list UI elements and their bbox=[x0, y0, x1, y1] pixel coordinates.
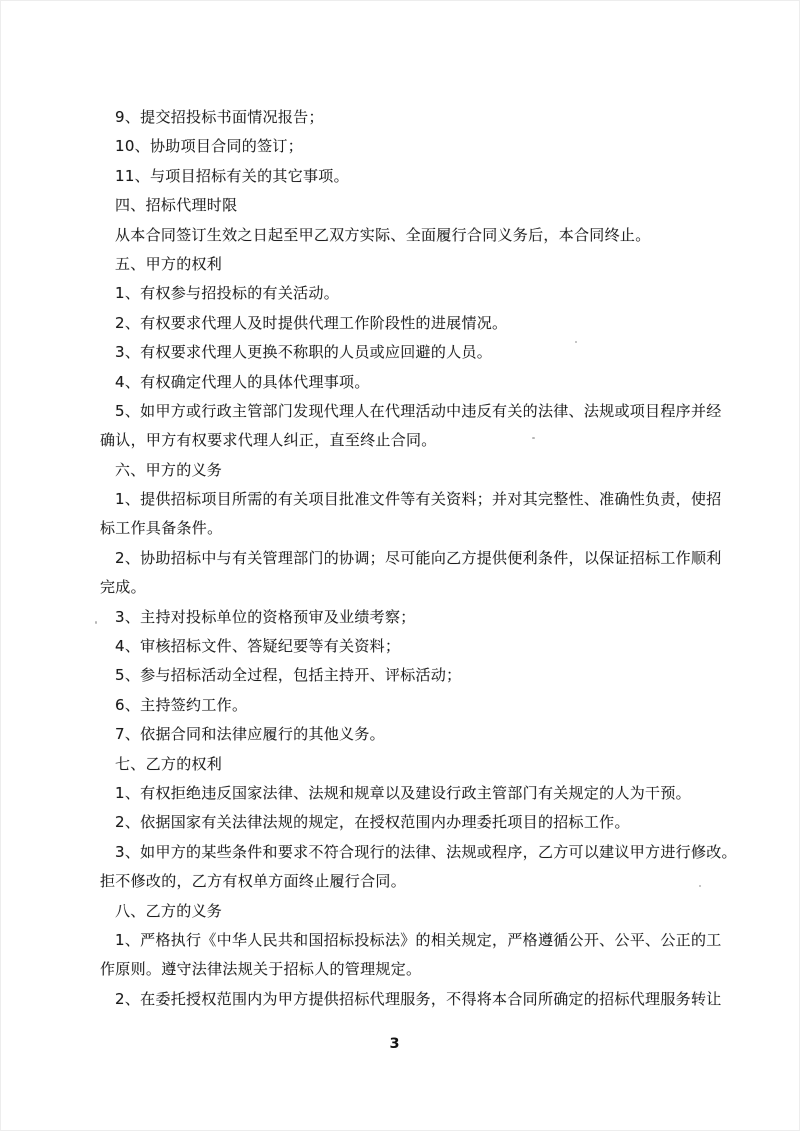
scan-noise-speck bbox=[95, 621, 97, 624]
document-line: 11、与项目招标有关的其它事项。 bbox=[115, 166, 349, 185]
document-line: 1、有权参与招投标的有关活动。 bbox=[115, 284, 340, 303]
document-line: 五、甲方的权利 bbox=[115, 254, 223, 273]
document-line: 拒不修改的，乙方有权单方面终止履行合同。 bbox=[100, 872, 407, 891]
scan-noise-speck bbox=[532, 437, 535, 439]
document-line: 2、协助招标中与有关管理部门的协调；尽可能向乙方提供便利条件，以保证招标工作顺利 bbox=[115, 548, 722, 567]
document-line: 10、协助项目合同的签订； bbox=[115, 137, 303, 156]
document-line: 3、有权要求代理人更换不称职的人员或应回避的人员。 bbox=[115, 343, 493, 362]
document-line: 2、在委托授权范围内为甲方提供招标代理服务，不得将本合同所确定的招标代理服务转让 bbox=[115, 989, 722, 1008]
document-line: 3、主持对投标单位的资格预审及业绩考察； bbox=[115, 607, 416, 626]
document-line: 5、参与招标活动全过程，包括主持开、评标活动； bbox=[115, 666, 462, 685]
document-line: 1、有权拒绝违反国家法律、法规和规章以及建设行政主管部门有关规定的人为干预。 bbox=[115, 783, 691, 802]
document-line: 2、有权要求代理人及时提供代理工作阶段性的进展情况。 bbox=[115, 313, 508, 332]
scan-noise-speck bbox=[575, 341, 577, 343]
document-line: 3、如甲方的某些条件和要求不符合现行的法律、法规或程序，乙方可以建议甲方进行修改。 bbox=[115, 842, 737, 861]
scan-noise-speck bbox=[699, 885, 701, 887]
document-line: 标工作具备条件。 bbox=[100, 519, 223, 538]
document-line: 5、如甲方或行政主管部门发现代理人在代理活动中违反有关的法律、法规或项目程序并经 bbox=[115, 401, 722, 420]
document-line: 作原则。遵守法律法规关于招标人的管理规定。 bbox=[100, 960, 422, 979]
document-line: 完成。 bbox=[100, 578, 146, 597]
document-line: 1、严格执行《中华人民共和国招标投标法》的相关规定，严格遵循公开、公平、公正的工 bbox=[115, 930, 722, 949]
document-line: 4、审核招标文件、答疑纪要等有关资料； bbox=[115, 637, 401, 656]
document-line: 6、主持签约工作。 bbox=[115, 695, 248, 714]
document-line: 2、依据国家有关法律法规的规定，在授权范围内办理委托项目的招标工作。 bbox=[115, 813, 630, 832]
document-line: 六、甲方的义务 bbox=[115, 460, 223, 479]
document-line: 七、乙方的权利 bbox=[115, 754, 223, 773]
document-line: 四、招标代理时限 bbox=[115, 196, 238, 215]
document-line: 1、提供招标项目所需的有关项目批准文件等有关资料；并对其完整性、准确性负责，使招 bbox=[115, 490, 722, 509]
document-line: 八、乙方的义务 bbox=[115, 901, 223, 920]
document-line: 从本合同签订生效之日起至甲乙双方实际、全面履行合同义务后，本合同终止。 bbox=[115, 225, 651, 244]
document-line: 4、有权确定代理人的具体代理事项。 bbox=[115, 372, 370, 391]
document-body bbox=[100, 103, 737, 1014]
document-line: 9、提交招投标书面情况报告； bbox=[115, 108, 324, 126]
document-line: 7、依据合同和法律应履行的其他义务。 bbox=[115, 725, 385, 744]
document-line: 确认，甲方有权要求代理人纠正，直至终止合同。 bbox=[100, 431, 437, 450]
page-number: 3 bbox=[389, 1036, 400, 1052]
